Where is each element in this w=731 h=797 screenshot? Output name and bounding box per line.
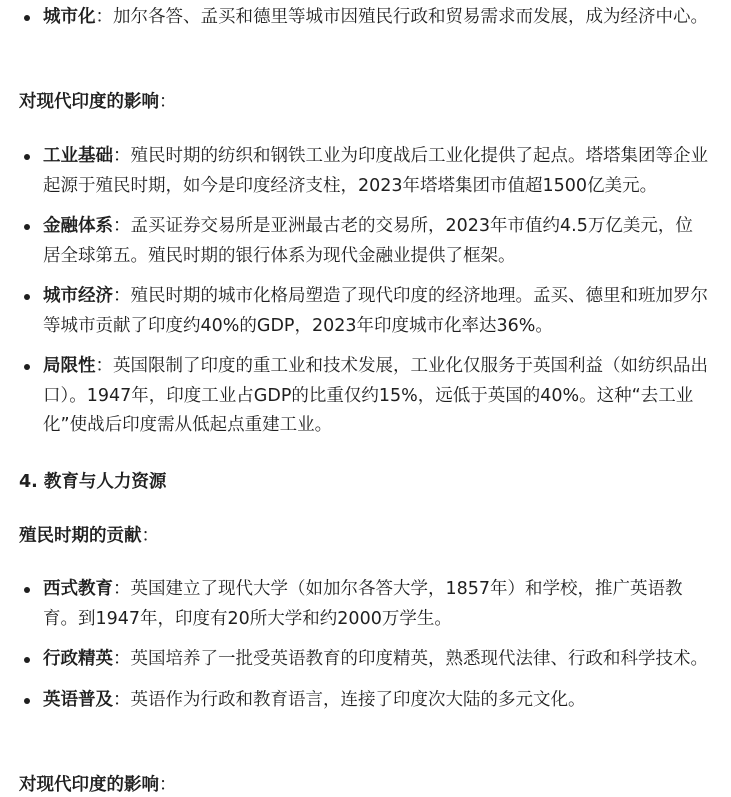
item-term: 金融体系 xyxy=(43,216,113,236)
item-term: 西式教育 xyxy=(43,579,113,599)
item-separator: ： xyxy=(113,649,131,669)
heading-title: 4. 教育与人力资源 xyxy=(19,472,167,492)
item-separator: ： xyxy=(113,216,131,236)
item-separator: ： xyxy=(113,579,131,599)
list-item-administrative-elite xyxy=(0,645,731,675)
heading-colon: ： xyxy=(159,92,177,112)
heading-colon: ： xyxy=(141,526,159,546)
item-separator: ： xyxy=(95,356,113,376)
item-text: 加尔各答、孟买和德里等城市因殖民行政和贸易需求而发展，成为经济中心。 xyxy=(113,7,708,27)
heading-title: 对现代印度的影响 xyxy=(19,92,159,112)
item-term: 城市经济 xyxy=(43,286,113,306)
list-item-industrial-base xyxy=(0,142,731,201)
item-text: 英国建立了现代大学（如加尔各答大学，1857年）和学校，推广英语教育。到1947年，印度有20所大学和约2000万学生。 xyxy=(43,579,683,629)
item-text: 孟买证券交易所是亚洲最古老的交易所，2023年市值约4.5万亿美元，位居全球第五。殖民时期的银行体系为现代金融业提供了框架。 xyxy=(43,216,693,266)
item-separator: ： xyxy=(113,689,131,710)
item-separator: ： xyxy=(113,286,131,306)
section-4-heading xyxy=(19,470,166,494)
impact-bullet-list-1 xyxy=(0,142,731,441)
item-term: 英语普及 xyxy=(43,689,113,710)
item-text: 殖民时期的纺织和钢铁工业为印度战后工业化提供了起点。塔塔集团等企业起源于殖民时期，如今是印度经济支柱，2023年塔塔集团市值超1500亿美元。 xyxy=(43,146,708,196)
colonial-contributions-heading xyxy=(19,524,159,548)
list-item-urban-economy xyxy=(0,282,731,341)
heading-title: 殖民时期的贡献 xyxy=(19,526,142,546)
item-text: 英语作为行政和教育语言，连接了印度次大陆的多元文化。 xyxy=(130,689,586,710)
heading-title: 对现代印度的影响 xyxy=(19,775,159,795)
item-term: 局限性 xyxy=(43,356,96,376)
top-bullet-list xyxy=(0,3,731,33)
item-separator: ： xyxy=(95,7,113,27)
item-term: 城市化 xyxy=(43,7,96,27)
impact-heading-2 xyxy=(19,773,177,797)
item-term: 工业基础 xyxy=(43,146,113,166)
item-term: 行政精英 xyxy=(43,649,113,669)
colonial-bullet-list xyxy=(0,575,731,715)
list-item-limitations xyxy=(0,352,731,441)
item-text: 英国培养了一批受英语教育的印度精英，熟悉现代法律、行政和科学技术。 xyxy=(130,649,708,669)
list-item-urbanization xyxy=(0,3,731,33)
item-text: 英国限制了印度的重工业和技术发展，工业化仅服务于英国利益（如纺织品出口）。1947年，印度工业占GDP的比重仅约15%，远低于英国的40%。这种“去工业化”使战后印度需从低起点重建工业。 xyxy=(43,356,708,435)
list-item-english-spread xyxy=(0,686,731,716)
item-text: 殖民时期的城市化格局塑造了现代印度的经济地理。孟买、德里和班加罗尔等城市贡献了印度约40%的GDP，2023年印度城市化率达36%。 xyxy=(43,286,708,336)
impact-heading-1 xyxy=(19,90,177,114)
list-item-financial-system xyxy=(0,212,731,271)
heading-colon: ： xyxy=(159,775,177,795)
list-item-western-education xyxy=(0,575,731,634)
item-separator: ： xyxy=(113,146,131,166)
